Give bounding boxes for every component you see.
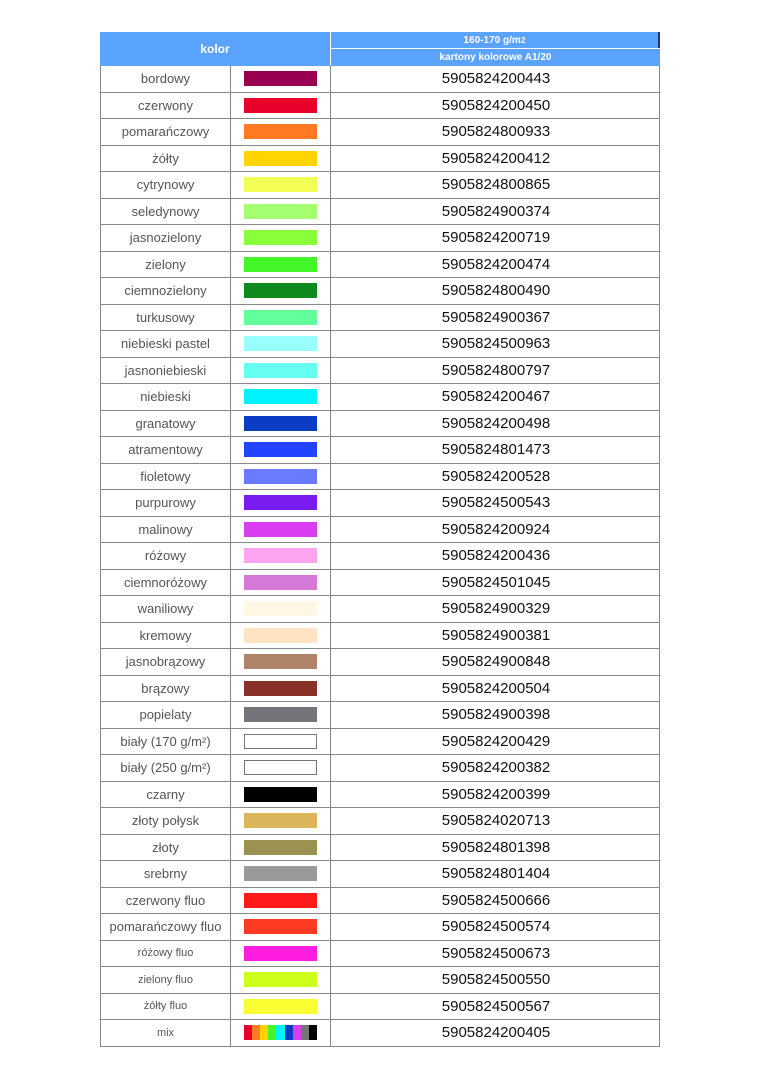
color-swatch	[244, 707, 317, 722]
swatch-cell	[231, 570, 331, 596]
ean-code: 5905824200474	[441, 255, 551, 273]
color-name: srebrny	[101, 861, 231, 887]
table-row	[100, 861, 660, 888]
swatch-cell	[231, 411, 331, 437]
color-swatch	[244, 124, 317, 139]
color-swatch	[244, 893, 317, 908]
swatch-cell	[231, 861, 331, 887]
color-swatch	[244, 257, 317, 272]
table-row	[100, 808, 660, 835]
swatch-cell	[231, 808, 331, 834]
color-name: różowy fluo	[101, 941, 231, 967]
table-row	[100, 994, 660, 1021]
table-row	[100, 729, 660, 756]
swatch-cell	[231, 66, 331, 92]
color-swatch	[244, 734, 317, 749]
color-swatch	[244, 71, 317, 86]
color-name: jasnozielony	[101, 225, 231, 251]
table-row	[100, 331, 660, 358]
table-row	[100, 119, 660, 146]
color-name: kremowy	[101, 623, 231, 649]
table-row	[100, 66, 660, 93]
mix-stripe	[293, 1025, 301, 1040]
color-swatch	[244, 548, 317, 563]
ean-code: 5905824200399	[441, 785, 551, 803]
ean-code: 5905824900367	[441, 308, 551, 326]
ean-code: 5905824900398	[441, 706, 551, 724]
ean-code: 5905824800933	[441, 123, 551, 141]
ean-code: 5905824801404	[441, 865, 551, 883]
table-row	[100, 543, 660, 570]
color-name: waniliowy	[101, 596, 231, 622]
swatch-cell	[231, 119, 331, 145]
table-row	[100, 676, 660, 703]
color-swatch	[244, 389, 317, 404]
color-swatch	[244, 283, 317, 298]
color-name: pomarańczowy	[101, 119, 231, 145]
color-name: seledynowy	[101, 199, 231, 225]
color-swatch	[244, 336, 317, 351]
table-row	[100, 782, 660, 809]
table-row	[100, 517, 660, 544]
color-name: złoty połysk	[101, 808, 231, 834]
weight-label: 160-170 g/m	[463, 34, 521, 46]
table-row	[100, 437, 660, 464]
color-swatch	[244, 204, 317, 219]
color-swatch	[244, 681, 317, 696]
ean-code: 5905824500673	[441, 944, 551, 962]
color-name: jasnoniebieski	[101, 358, 231, 384]
ean-code: 5905824500574	[441, 918, 551, 936]
ean-code: 5905824200436	[441, 547, 551, 565]
table-row	[100, 941, 660, 968]
swatch-cell	[231, 914, 331, 940]
color-name: pomarańczowy fluo	[101, 914, 231, 940]
color-swatch	[244, 972, 317, 987]
swatch-cell	[231, 517, 331, 543]
color-name: brązowy	[101, 676, 231, 702]
swatch-cell	[231, 490, 331, 516]
color-name: ciemnoróżowy	[101, 570, 231, 596]
swatch-cell	[231, 252, 331, 278]
swatch-cell	[231, 941, 331, 967]
color-name: mix	[101, 1020, 231, 1046]
mix-stripe	[276, 1025, 284, 1040]
swatch-cell	[231, 623, 331, 649]
swatch-cell	[231, 782, 331, 808]
color-name: niebieski pastel	[101, 331, 231, 357]
swatch-cell	[231, 1020, 331, 1046]
color-swatch	[244, 575, 317, 590]
swatch-cell	[231, 729, 331, 755]
color-name: malinowy	[101, 517, 231, 543]
color-name: złoty	[101, 835, 231, 861]
table-row	[100, 967, 660, 994]
mix-stripe	[252, 1025, 260, 1040]
ean-code: 5905824800797	[441, 361, 551, 379]
color-name: żółty	[101, 146, 231, 172]
table-row	[100, 835, 660, 862]
color-name: zielony	[101, 252, 231, 278]
table-row	[100, 146, 660, 173]
color-table	[100, 32, 660, 1047]
color-swatch	[244, 866, 317, 881]
color-name: fioletowy	[101, 464, 231, 490]
swatch-cell	[231, 146, 331, 172]
color-name: turkusowy	[101, 305, 231, 331]
ean-code: 5905824900848	[441, 653, 551, 671]
color-name: czerwony fluo	[101, 888, 231, 914]
swatch-cell	[231, 384, 331, 410]
swatch-cell	[231, 331, 331, 357]
ean-code: 5905824200467	[441, 388, 551, 406]
swatch-cell	[231, 835, 331, 861]
color-swatch	[244, 999, 317, 1014]
color-name: popielaty	[101, 702, 231, 728]
color-swatch	[244, 310, 317, 325]
table-row	[100, 384, 660, 411]
mix-stripe	[244, 1025, 252, 1040]
ean-code: 5905824020713	[441, 812, 551, 830]
table-body	[100, 66, 660, 1047]
color-name: atramentowy	[101, 437, 231, 463]
color-swatch	[244, 654, 317, 669]
ean-code: 5905824200504	[441, 679, 551, 697]
swatch-cell	[231, 967, 331, 993]
swatch-cell	[231, 93, 331, 119]
color-name: żółty fluo	[101, 994, 231, 1020]
ean-code: 5905824200405	[441, 1024, 551, 1042]
mix-stripe	[260, 1025, 268, 1040]
swatch-cell	[231, 437, 331, 463]
color-swatch	[244, 363, 317, 378]
ean-code: 5905824800490	[441, 282, 551, 300]
color-swatch	[244, 98, 317, 113]
table-row	[100, 623, 660, 650]
mix-stripe	[268, 1025, 276, 1040]
ean-code: 5905824900381	[441, 626, 551, 644]
swatch-cell	[231, 358, 331, 384]
color-swatch	[244, 495, 317, 510]
ean-code: 5905824200450	[441, 96, 551, 114]
color-name: zielony fluo	[101, 967, 231, 993]
color-name: ciemnozielony	[101, 278, 231, 304]
swatch-cell	[231, 702, 331, 728]
color-swatch	[244, 760, 317, 775]
color-name: purpurowy	[101, 490, 231, 516]
ean-code: 5905824500963	[441, 335, 551, 353]
swatch-cell	[231, 543, 331, 569]
ean-code: 5905824200528	[441, 467, 551, 485]
color-name: jasnobrązowy	[101, 649, 231, 675]
swatch-cell	[231, 225, 331, 251]
weight-superscript: 2	[520, 35, 526, 45]
color-swatch	[244, 840, 317, 855]
color-name: biały (170 g/m²)	[101, 729, 231, 755]
ean-code: 5905824500567	[441, 997, 551, 1015]
ean-code: 5905824900374	[441, 202, 551, 220]
ean-code: 5905824800865	[441, 176, 551, 194]
color-name: cytrynowy	[101, 172, 231, 198]
swatch-cell	[231, 305, 331, 331]
color-swatch	[244, 919, 317, 934]
table-row	[100, 702, 660, 729]
color-name: biały (250 g/m²)	[101, 755, 231, 781]
swatch-cell	[231, 464, 331, 490]
table-row	[100, 199, 660, 226]
color-swatch	[244, 946, 317, 961]
table-row	[100, 914, 660, 941]
ean-code: 5905824501045	[441, 573, 551, 591]
color-name: różowy	[101, 543, 231, 569]
mix-stripe	[309, 1025, 317, 1040]
ean-code: 5905824200412	[441, 149, 551, 167]
swatch-cell	[231, 172, 331, 198]
ean-code: 5905824900329	[441, 600, 551, 618]
color-name: niebieski	[101, 384, 231, 410]
color-swatch	[244, 177, 317, 192]
table-row	[100, 1020, 660, 1047]
ean-code: 5905824200719	[441, 229, 551, 247]
column-header-kolor: kolor	[100, 32, 330, 66]
ean-code: 5905824200382	[441, 759, 551, 777]
swatch-cell	[231, 596, 331, 622]
table-row	[100, 490, 660, 517]
table-row	[100, 225, 660, 252]
table-row	[100, 278, 660, 305]
color-swatch	[244, 469, 317, 484]
ean-code: 5905824500666	[441, 891, 551, 909]
color-swatch	[244, 601, 317, 616]
swatch-cell	[231, 278, 331, 304]
table-row	[100, 358, 660, 385]
table-row	[100, 411, 660, 438]
table-row	[100, 649, 660, 676]
swatch-cell	[231, 888, 331, 914]
color-swatch	[244, 151, 317, 166]
table-row	[100, 888, 660, 915]
table-row	[100, 596, 660, 623]
color-swatch	[244, 522, 317, 537]
color-swatch	[244, 230, 317, 245]
table-row	[100, 464, 660, 491]
table-row	[100, 305, 660, 332]
table-row	[100, 172, 660, 199]
mix-stripe	[301, 1025, 309, 1040]
column-header-product: kartony kolorowe A1/20	[330, 49, 660, 66]
ean-code: 5905824200498	[441, 414, 551, 432]
color-name: czarny	[101, 782, 231, 808]
swatch-cell	[231, 755, 331, 781]
swatch-cell	[231, 676, 331, 702]
color-swatch	[244, 416, 317, 431]
color-name: czerwony	[101, 93, 231, 119]
color-swatch	[244, 442, 317, 457]
swatch-cell	[231, 649, 331, 675]
ean-code: 5905824801473	[441, 441, 551, 459]
ean-code: 5905824200924	[441, 520, 551, 538]
ean-code: 5905824200443	[441, 70, 551, 88]
ean-code: 5905824801398	[441, 838, 551, 856]
ean-code: 5905824500543	[441, 494, 551, 512]
color-swatch	[244, 1025, 317, 1040]
ean-code: 5905824500550	[441, 971, 551, 989]
mix-stripe	[285, 1025, 293, 1040]
table-row	[100, 570, 660, 597]
color-name: bordowy	[101, 66, 231, 92]
table-row	[100, 93, 660, 120]
color-swatch	[244, 813, 317, 828]
table-row	[100, 252, 660, 279]
color-swatch	[244, 787, 317, 802]
color-name: granatowy	[101, 411, 231, 437]
table-header	[100, 32, 660, 66]
color-swatch	[244, 628, 317, 643]
swatch-cell	[231, 994, 331, 1020]
ean-code: 5905824200429	[441, 732, 551, 750]
swatch-cell	[231, 199, 331, 225]
column-header-weight	[330, 32, 660, 48]
table-row	[100, 755, 660, 782]
